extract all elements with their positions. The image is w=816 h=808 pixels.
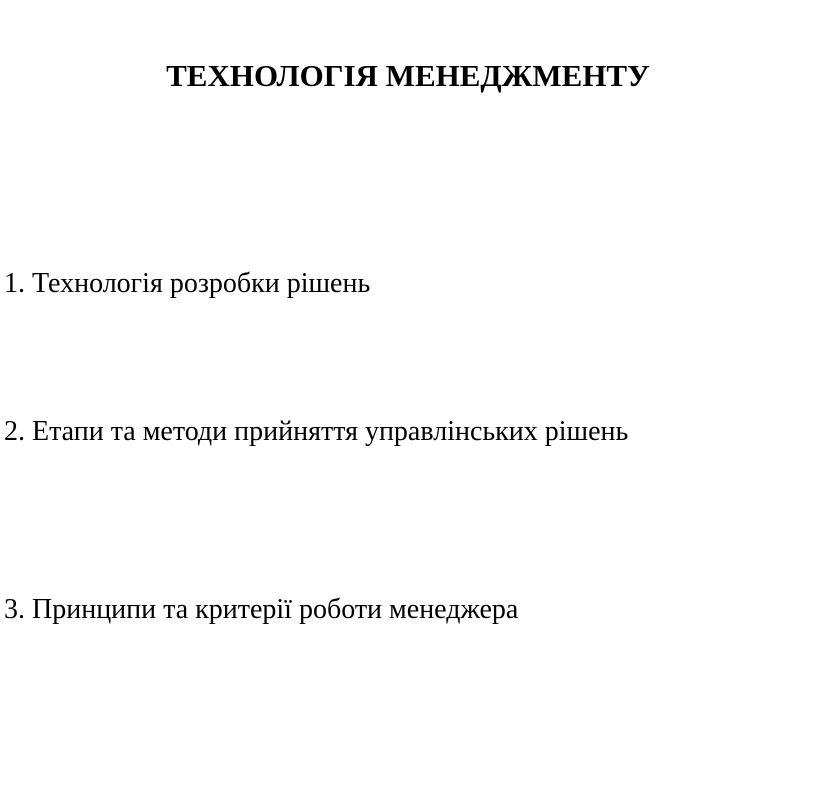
list-item-stages-and-methods: 2. Етапи та методи прийняття управлінських рішень: [4, 416, 629, 447]
list-item-technology-of-decision-development: 1. Технологія розробки рішень: [4, 268, 371, 299]
page-title: ТЕХНОЛОГІЯ МЕНЕДЖМЕНТУ: [166, 58, 650, 93]
list-item-principles-and-criteria: 3. Принципи та критерії роботи менеджера: [4, 594, 519, 625]
